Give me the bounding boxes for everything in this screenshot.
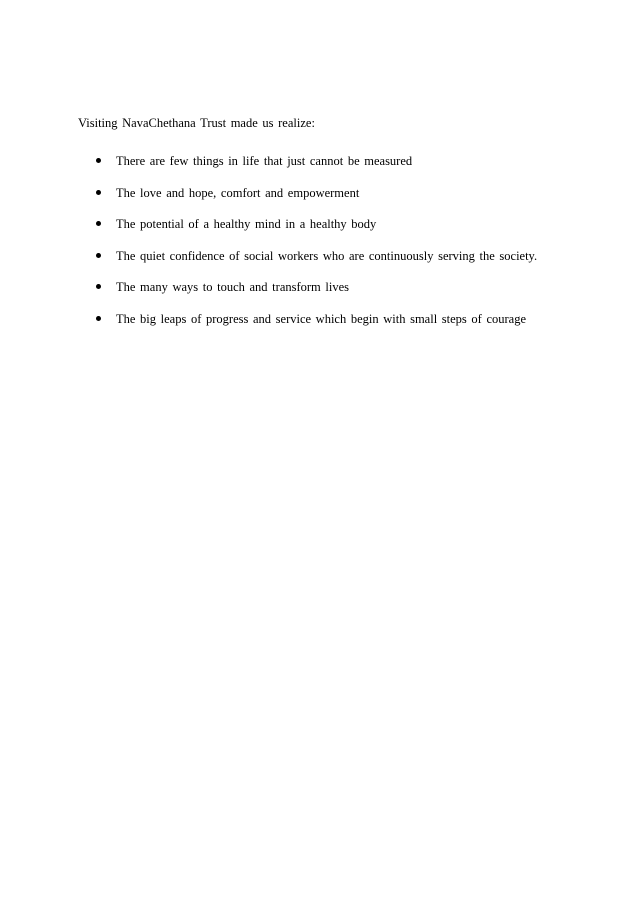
bullet-icon <box>96 316 101 321</box>
bullet-icon <box>96 221 101 226</box>
intro-paragraph: Visiting NavaChethana Trust made us realize: <box>78 116 315 130</box>
list-item-text: The many ways to touch and transform lives <box>116 280 350 294</box>
list-item-text: The love and hope, comfort and empowerment <box>116 185 360 200</box>
list-item-text: The potential of a healthy mind in a healthy body <box>116 217 377 231</box>
bullet-icon <box>96 284 101 289</box>
list-item-text: The big leaps of progress and service which begin with small steps of courage <box>116 311 527 326</box>
bullet-icon <box>96 253 101 258</box>
bullet-icon <box>96 158 101 163</box>
list-item-text: The quiet confidence of social workers who are continuously serving the society. <box>116 248 538 263</box>
list-item-text: There are few things in life that just cannot be measured <box>116 154 413 168</box>
bullet-icon <box>96 190 101 195</box>
